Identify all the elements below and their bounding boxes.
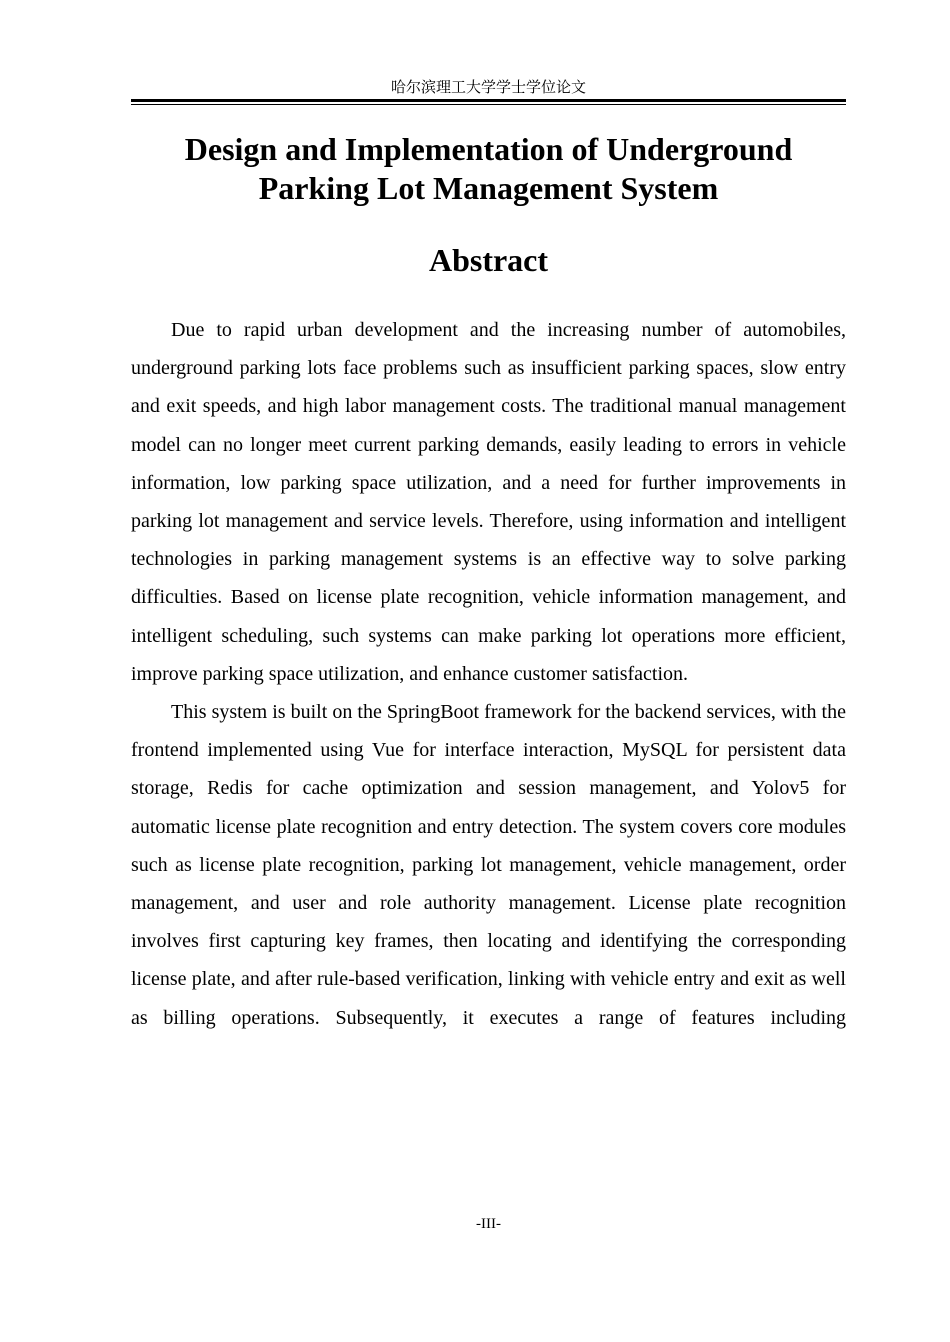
header-rule-thin [131, 104, 846, 105]
abstract-paragraph-1: Due to rapid urban development and the increasing number of automobiles, underground parking lots face problems such as insufficient parking spaces, slow entry and exit speeds, and high labor management costs. The traditional manual management model can no longer meet current parking demands, easily leading to errors in vehicle information, low parking space utilization, and a need for further improvements in parking lot management and service levels. Therefore, using information and intelligent technologies in parking management systems is an effective way to solve parking difficulties. Based on license plate recognition, vehicle information management, and intelligent scheduling, such systems can make parking lot operations more efficient, improve parking space utilization, and enhance customer satisfaction. [131, 319, 846, 685]
document-title-line-2: Parking Lot Management System [258, 170, 719, 206]
thesis-page [131, 0, 846, 1342]
running-header: 哈尔滨理工大学学士学位论文 [390, 80, 586, 96]
abstract-heading: Abstract [428, 242, 549, 278]
header-rule-thick [131, 99, 846, 102]
document-title-line-1: Design and Implementation of Underground [184, 131, 793, 167]
abstract-paragraph-2: This system is built on the SpringBoot framework for the backend services, with the frontend implemented using Vue for interface interaction, MySQL for persistent data storage, Redis for cache optimization and session management, and Yolov5 for automatic license plate recognition and entry detection. The system covers core modules such as license plate recognition, parking lot management, vehicle management, order management, and user and role authority management. License plate recognition involves first capturing key frames, then locating and identifying the corresponding license plate, and after rule-based verification, linking with vehicle entry and exit as well as billing operations. Subsequently, it executes a range of features including [131, 701, 846, 1029]
document-title [131, 130, 846, 208]
page-number: -III- [476, 1216, 501, 1232]
abstract-body [131, 311, 846, 1037]
